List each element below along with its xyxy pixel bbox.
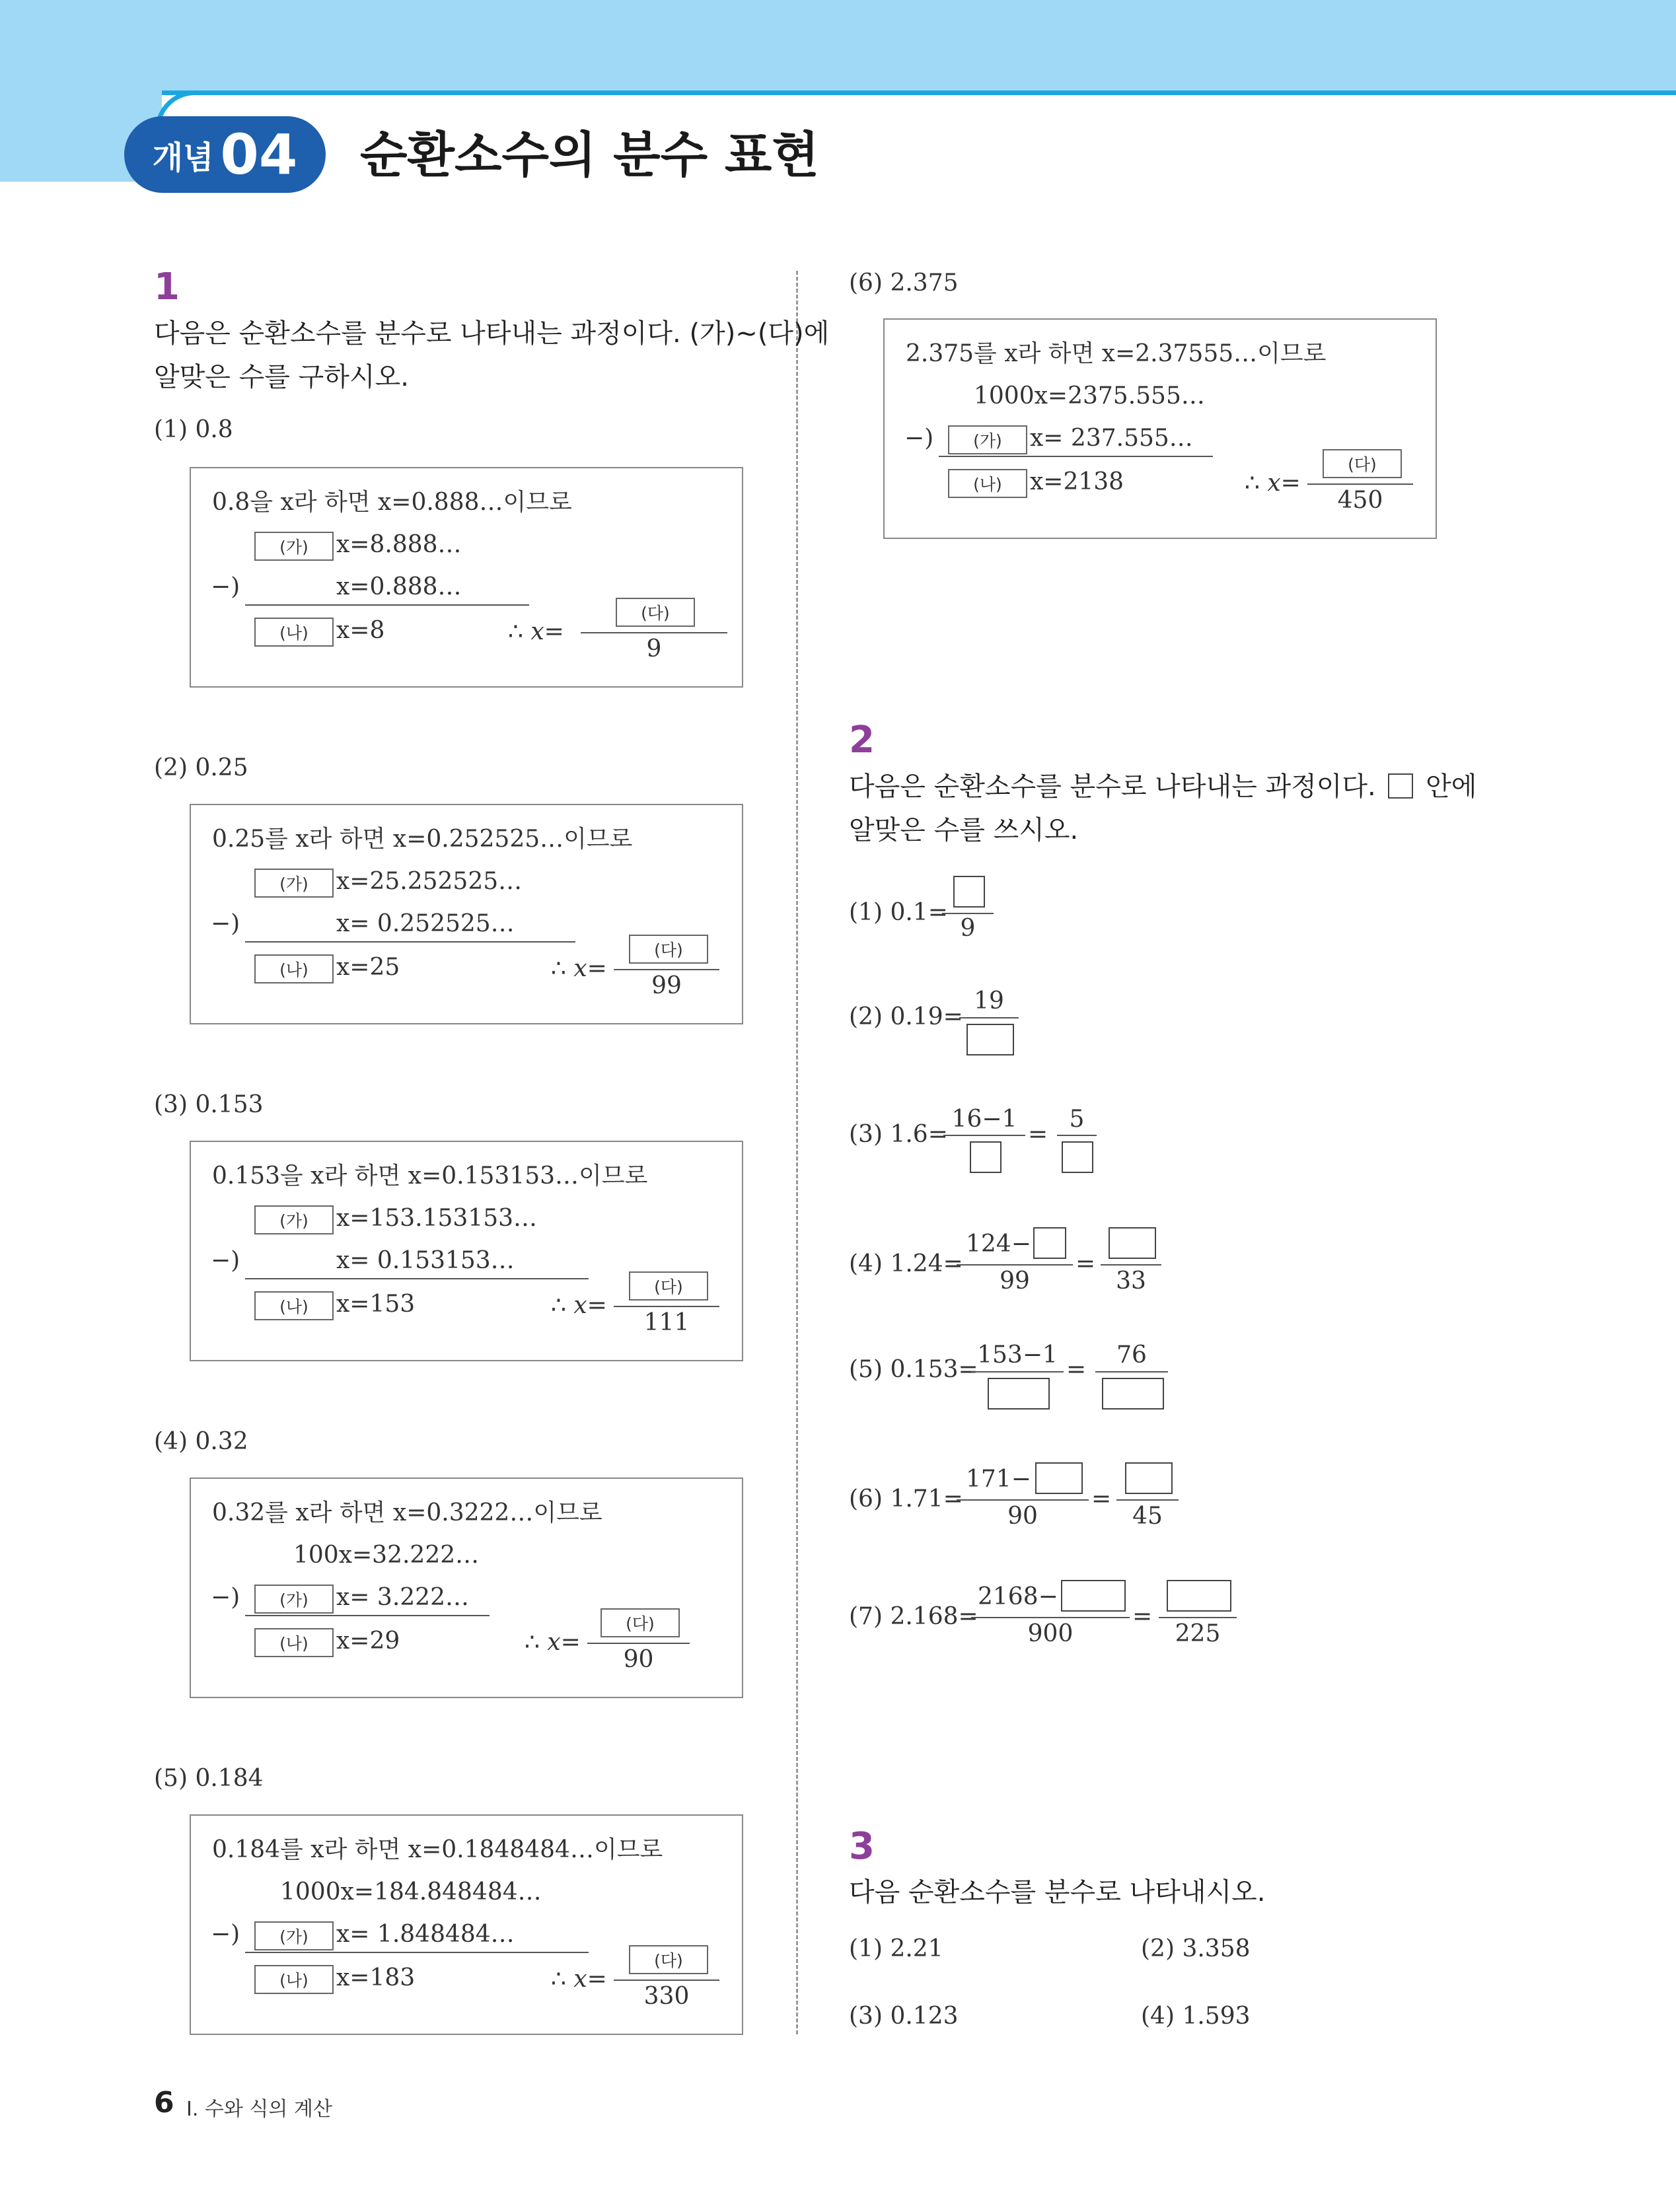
answer-box[interactable] <box>1102 1378 1164 1409</box>
p1-sub2-intro: 0.25를 x라 하면 x=0.252525…이므로 <box>212 826 633 853</box>
fraction-bar <box>1116 1499 1179 1501</box>
answer-box[interactable] <box>1125 1462 1173 1494</box>
p1-sub3-line2: x= 0.153153… <box>336 1247 515 1274</box>
blank-na: (나) <box>254 618 334 647</box>
p1-sub5-line0: 1000x=184.848484… <box>280 1878 542 1906</box>
p1-sub3-den: 111 <box>643 1309 690 1336</box>
minus-sign: −) <box>211 573 240 600</box>
p1-sub3-line1: x=153.153153… <box>336 1205 538 1232</box>
p1-sub6-den: 450 <box>1337 487 1383 514</box>
p1-sub2-line3: x=25 <box>336 954 400 981</box>
p1-sub3-line3: x=153 <box>336 1291 416 1318</box>
p1-sub5-box <box>190 1814 743 2035</box>
blank-ga: (가) <box>254 1921 334 1950</box>
answer-box[interactable] <box>988 1378 1050 1409</box>
fraction-bar <box>1057 1135 1097 1136</box>
p1-sub4-den: 90 <box>623 1646 654 1673</box>
therefore-x: ∴ x= <box>525 1629 581 1656</box>
p1-sub6-label: (6) 2.375 <box>849 269 959 297</box>
problem-1-instruction-line1: 다음은 순환소수를 분수로 나타내는 과정이다. (가)~(다)에 <box>154 318 830 349</box>
p1-sub6-line3: x=2138 <box>1030 468 1124 495</box>
blank-da: (다) <box>616 598 695 627</box>
minus-sign: −) <box>211 910 240 937</box>
p1-sub6-intro: 2.375를 x라 하면 x=2.37555…이므로 <box>906 340 1327 367</box>
p1-sub1-den: 9 <box>646 635 662 662</box>
problem-2-instruction-line1 <box>849 765 1476 808</box>
p2-item2-label: (2) 0.19= <box>849 1003 963 1030</box>
p1-sub6-line1: x= 237.555… <box>1030 425 1193 452</box>
problem-1-instruction-line2: 알맞은 수를 구하시오. <box>154 362 409 392</box>
p3-q4: (4) 1.593 <box>1141 2003 1251 2030</box>
fraction-bar <box>614 1306 719 1307</box>
p1-sub1-line3: x=8 <box>336 617 385 644</box>
subtract-rule <box>245 604 529 606</box>
blank-na: (나) <box>254 1628 334 1657</box>
instruction-text-end: 안에 <box>1426 771 1477 802</box>
p1-sub5-line1: x= 1.848484… <box>336 1921 515 1948</box>
answer-box[interactable] <box>1167 1580 1231 1612</box>
fraction-bar <box>581 632 727 633</box>
p1-sub4-intro: 0.32를 x라 하면 x=0.3222…이므로 <box>212 1499 602 1526</box>
p1-sub1-line1: x=8.888… <box>336 531 462 558</box>
p1-sub4-line0: 100x=32.222… <box>293 1542 480 1569</box>
fraction-bar <box>587 1643 690 1644</box>
p3-q2: (2) 3.358 <box>1141 1935 1251 1962</box>
answer-box[interactable] <box>953 876 985 908</box>
p2-item3-num: 16−1 <box>951 1106 1017 1133</box>
p1-sub5-label: (5) 0.184 <box>154 1765 264 1792</box>
fraction-bar <box>1095 1371 1168 1373</box>
section-title: Ⅰ. 수와 식의 계산 <box>186 2098 332 2121</box>
fraction-bar <box>1159 1617 1237 1618</box>
p1-sub3-intro: 0.153을 x라 하면 x=0.153153…이므로 <box>212 1162 648 1190</box>
answer-box[interactable] <box>1061 1580 1126 1612</box>
p2-item6-num: 171− <box>966 1466 1031 1493</box>
problem-3-number: 3 <box>849 1825 875 1868</box>
p2-item5-num: 153−1 <box>977 1341 1058 1369</box>
p1-sub5-line3: x=183 <box>336 1964 416 1991</box>
instruction-text: 다음은 순환소수를 분수로 나타내는 과정이다. <box>849 771 1376 802</box>
fraction-bar <box>957 1264 1073 1266</box>
fraction-bar <box>959 1017 1019 1018</box>
p1-sub1-label: (1) 0.8 <box>154 416 233 443</box>
equals-sign: = <box>1028 1121 1048 1148</box>
therefore-x: ∴ x= <box>551 1966 607 1993</box>
minus-sign: −) <box>211 1921 240 1948</box>
blank-na: (나) <box>254 1965 334 1994</box>
p1-sub2-den: 99 <box>651 972 682 999</box>
p1-sub2-line2: x= 0.252525… <box>336 910 515 937</box>
answer-box[interactable] <box>1062 1141 1093 1173</box>
blank-ga: (가) <box>254 532 334 561</box>
p1-sub3-box <box>190 1141 743 1361</box>
p1-sub6-box <box>883 318 1437 539</box>
subtract-rule <box>245 1615 490 1616</box>
answer-box-icon <box>1388 773 1413 799</box>
subtract-rule <box>245 1952 589 1953</box>
blank-na: (나) <box>254 954 334 983</box>
blank-da: (다) <box>629 1271 708 1301</box>
p1-sub4-line1: x= 3.222… <box>336 1584 469 1611</box>
p1-sub5-intro: 0.184를 x라 하면 x=0.1848484…이므로 <box>212 1836 663 1863</box>
fraction-bar <box>1307 483 1413 485</box>
problem-3-instruction: 다음 순환소수를 분수로 나타내시오. <box>849 1877 1266 1908</box>
therefore-x: ∴ x= <box>1245 470 1301 497</box>
fraction-bar <box>971 1371 1064 1373</box>
fraction-bar <box>971 1617 1130 1618</box>
badge-word: 개념 <box>152 139 214 176</box>
therefore-x: ∴ x= <box>551 1292 607 1319</box>
blank-ga: (가) <box>254 869 334 898</box>
minus-sign: −) <box>211 1584 240 1611</box>
concept-badge <box>124 116 326 193</box>
blank-ga: (가) <box>948 425 1027 454</box>
header-band <box>0 0 1676 92</box>
p2-item6-den2: 45 <box>1132 1503 1163 1530</box>
answer-box[interactable] <box>970 1141 1002 1173</box>
equals-sign: = <box>1091 1485 1112 1513</box>
therefore-x: ∴ x= <box>508 618 564 645</box>
p1-sub2-box <box>190 804 743 1024</box>
equals-sign: = <box>1066 1356 1087 1383</box>
p1-sub6-line0: 1000x=2375.555… <box>974 382 1205 410</box>
blank-da: (다) <box>1323 449 1402 478</box>
p2-item4-den: 99 <box>1000 1267 1030 1295</box>
minus-sign: −) <box>211 1247 240 1274</box>
answer-box[interactable] <box>966 1024 1014 1055</box>
p2-item6-label: (6) 1.71= <box>849 1485 963 1513</box>
fraction-bar <box>957 1499 1089 1501</box>
problem-2-instruction-line2: 알맞은 수를 쓰시오. <box>849 815 1079 845</box>
fraction-bar <box>614 1980 719 1981</box>
p2-item4-num: 124− <box>966 1231 1031 1258</box>
blank-da: (다) <box>601 1608 680 1637</box>
fraction-bar <box>614 969 719 970</box>
blank-na: (나) <box>254 1291 334 1320</box>
p2-item5-num2: 76 <box>1116 1341 1147 1369</box>
p1-sub3-label: (3) 0.153 <box>154 1091 264 1118</box>
subtract-rule <box>939 456 1213 457</box>
p2-item4-label: (4) 1.24= <box>849 1250 963 1277</box>
p2-item7-num: 2168− <box>978 1583 1058 1610</box>
p1-sub1-intro: 0.8을 x라 하면 x=0.888…이므로 <box>212 489 572 516</box>
p1-sub4-box <box>190 1478 743 1698</box>
p1-sub2-line1: x=25.252525… <box>336 868 523 895</box>
p3-q1: (1) 2.21 <box>849 1935 943 1962</box>
blank-ga: (가) <box>254 1585 334 1614</box>
p1-sub4-line3: x=29 <box>336 1627 400 1655</box>
p2-item1-den: 9 <box>960 915 976 942</box>
p1-sub4-label: (4) 0.32 <box>154 1428 248 1455</box>
badge-number: 04 <box>220 122 298 187</box>
column-divider <box>796 271 798 2034</box>
blank-da: (다) <box>629 1945 708 1974</box>
p1-sub5-den: 330 <box>643 1983 690 2010</box>
p2-item7-label: (7) 2.168= <box>849 1603 978 1630</box>
answer-box[interactable] <box>1035 1462 1083 1494</box>
blank-da: (다) <box>629 935 708 964</box>
therefore-x: ∴ x= <box>551 955 607 982</box>
p2-item7-den2: 225 <box>1175 1620 1221 1647</box>
p1-sub2-label: (2) 0.25 <box>154 754 248 781</box>
equals-sign: = <box>1132 1603 1153 1630</box>
problem-2-number: 2 <box>849 719 875 762</box>
p2-item1-label: (1) 0.1= <box>849 899 948 926</box>
page-title: 순환소수의 분수 표현 <box>360 127 819 184</box>
minus-sign: −) <box>904 425 934 452</box>
problem-1-number: 1 <box>154 266 180 308</box>
header-rule <box>162 90 1676 95</box>
p1-sub1-line2: x=0.888… <box>336 573 462 600</box>
p2-item3-label: (3) 1.6= <box>849 1121 948 1148</box>
p2-item3-num2: 5 <box>1069 1106 1085 1133</box>
subtract-rule <box>245 941 575 943</box>
p2-item4-den2: 33 <box>1116 1267 1146 1295</box>
p2-item7-den: 900 <box>1027 1620 1074 1647</box>
p3-q3: (3) 0.123 <box>849 2003 959 2030</box>
equals-sign: = <box>1075 1250 1096 1277</box>
fraction-bar <box>943 1135 1025 1136</box>
blank-ga: (가) <box>254 1205 334 1234</box>
answer-box[interactable] <box>1033 1227 1066 1259</box>
p2-item2-num: 19 <box>974 987 1004 1015</box>
blank-na: (나) <box>948 469 1027 498</box>
p2-item5-label: (5) 0.153= <box>849 1356 978 1383</box>
answer-box[interactable] <box>1109 1227 1156 1259</box>
fraction-bar <box>1101 1264 1161 1266</box>
page-number: 6 <box>154 2086 174 2120</box>
subtract-rule <box>245 1278 589 1279</box>
p1-sub1-box <box>190 467 743 688</box>
p2-item6-den: 90 <box>1007 1503 1038 1530</box>
